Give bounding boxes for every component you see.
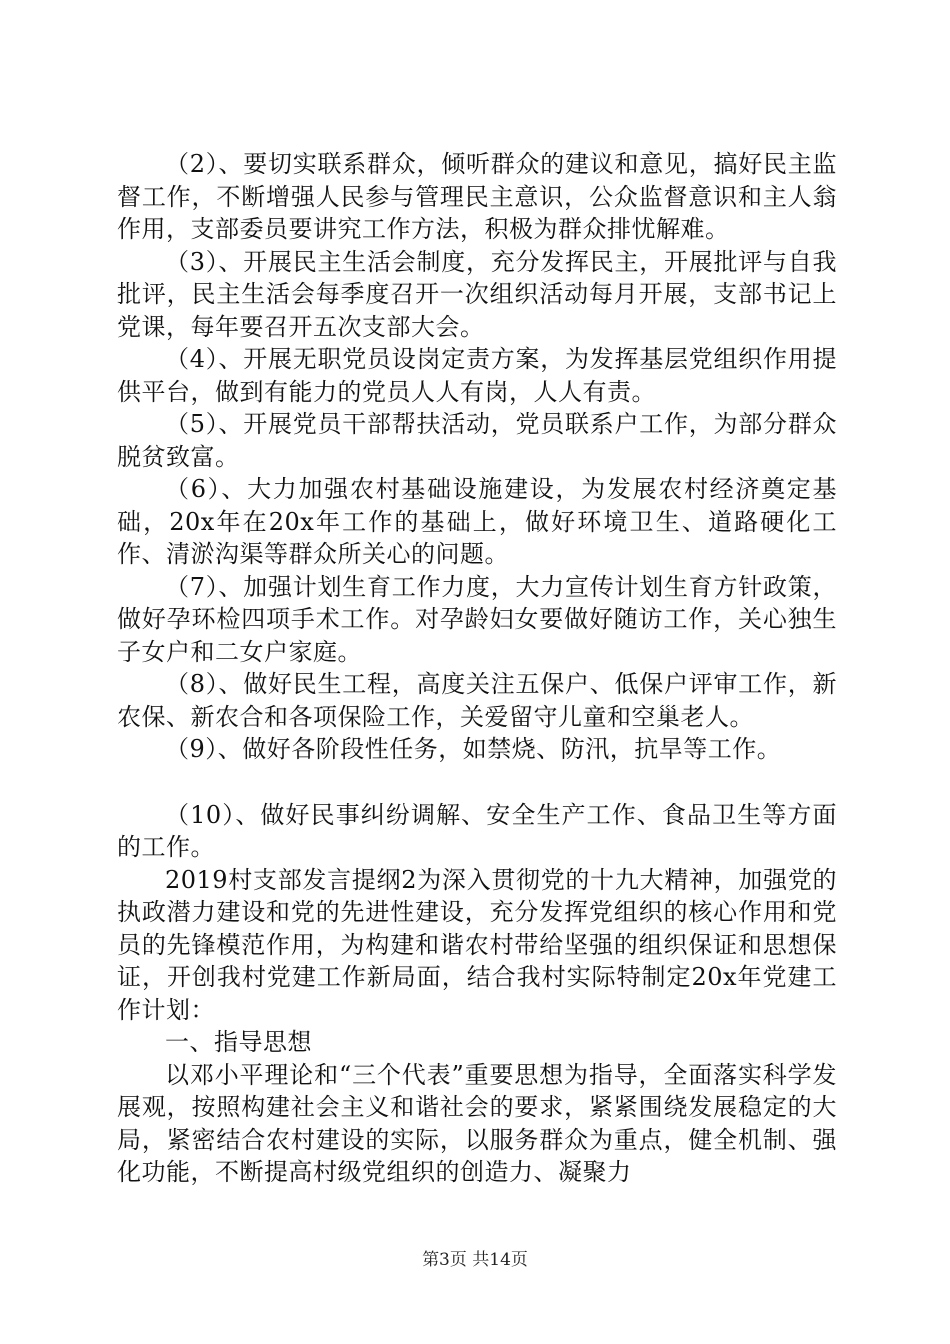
paragraph-item-7: （7）、加强计划生育工作力度，大力宣传计划生育方针政策，做好孕环检四项手术工作。对孕龄妇女要做好随访工作，关心独生子女户和二女户家庭。: [117, 572, 837, 666]
paragraph-intro: 2019村支部发言提纲2为深入贯彻党的十九大精神，加强党的执政潜力建设和党的先进性建设，充分发挥党组织的核心作用和党员的先锋模范作用，为构建和谐农村带给坚强的组织保证和思想保证，开创我村党建工作新局面，结合我村实际特制定20x年党建工作计划：: [117, 865, 837, 1024]
document-body: [117, 148, 837, 1189]
paragraph-item-8: （8）、做好民生工程，高度关注五保户、低保户评审工作，新农保、新农合和各项保险工作，关爱留守儿童和空巢老人。: [117, 670, 837, 731]
paragraph-gap: [117, 766, 837, 799]
section-heading-guiding-ideology: 一、指导思想: [165, 1028, 312, 1056]
paragraph-guiding-ideology: 以邓小平理论和“三个代表”重要思想为指导，全面落实科学发展观，按照构建社会主义和谐社会的要求，紧紧围绕发展稳定的大局，紧密结合农村建设的实际，以服务群众为重点，健全机制、强化功能，不断提高村级党组织的创造力、凝聚力: [117, 1060, 837, 1186]
paragraph-item-9: （9）、做好各阶段性任务，如禁烧、防汛，抗旱等工作。: [165, 735, 782, 763]
paragraph-item-3: （3）、开展民主生活会制度，充分发挥民主，开展批评与自我批评，民主生活会每季度召开一次组织活动每月开展，支部书记上党课，每年要召开五次支部大会。: [117, 247, 837, 341]
paragraph-item-6: （6）、大力加强农村基础设施建设，为发展农村经济奠定基础，20x年在20x年工作的基础上，做好环境卫生、道路硬化工作、清淤沟渠等群众所关心的问题。: [117, 475, 837, 568]
paragraph-item-10: （10）、做好民事纠纷调解、安全生产工作、食品卫生等方面的工作。: [117, 800, 837, 861]
paragraph-item-2: （2）、要切实联系群众，倾听群众的建议和意见，搞好民主监督工作，不断增强人民参与管理民主意识，公众监督意识和主人翁作用，支部委员要讲究工作方法，积极为群众排忧解难。: [117, 150, 837, 243]
page-footer: [0, 1245, 950, 1270]
paragraph-item-4: （4）、开展无职党员设岗定责方案，为发挥基层党组织作用提供平台，做到有能力的党员人人有岗，人人有责。: [117, 345, 837, 406]
paragraph-item-5: （5）、开展党员干部帮扶活动，党员联系户工作，为部分群众脱贫致富。: [117, 410, 837, 471]
page-number-label: 第3页 共14页: [422, 1250, 528, 1270]
